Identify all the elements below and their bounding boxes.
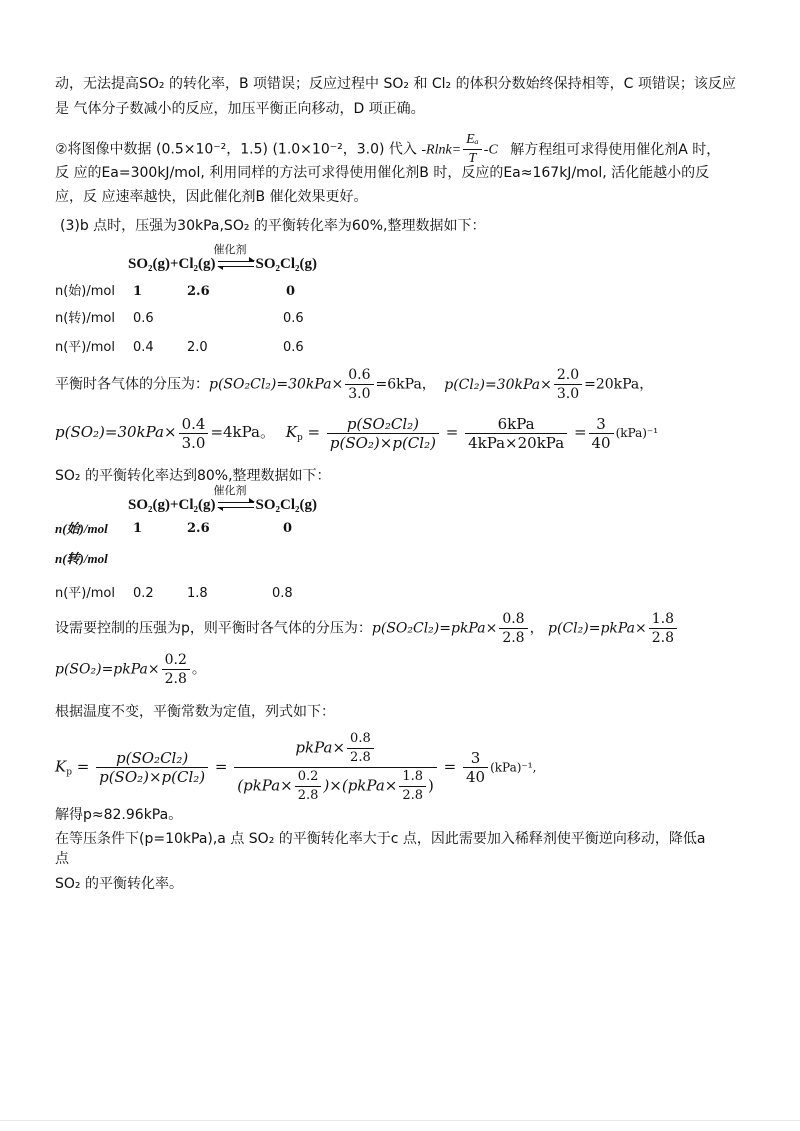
text-line: SO₂ 的平衡转化率达到80%,整理数据如下：: [55, 468, 331, 484]
formula-segment: p(Cl₂)=30kPa×: [444, 376, 552, 393]
products: SO₂Cl₂(g): [255, 497, 318, 513]
formula-segment: p(Cl₂)=pkPa×: [548, 620, 647, 637]
text-line: 点: [55, 851, 69, 867]
compound-fraction: [234, 730, 437, 805]
fraction: [499, 610, 527, 647]
fraction-numerator: Eₐ: [463, 131, 482, 150]
table-cell: 2.6: [187, 284, 210, 299]
fraction-denominator: 40: [591, 433, 611, 452]
fraction-numerator: p(SO₂Cl₂): [327, 415, 439, 434]
fraction: [295, 768, 322, 805]
text-segment: 解方程组可求得使用催化剂A 时，: [510, 141, 721, 158]
partial-pressure-line: [55, 610, 760, 647]
page-divider: [0, 1120, 800, 1121]
text-line: (3)b 点时，压强为30kPa,SO₂ 的平衡转化率为60%,整理数据如下：: [60, 218, 486, 234]
formula-segment: =20kPa，: [584, 376, 654, 393]
table-cell: 0: [283, 521, 293, 536]
unit: (kPa)⁻¹: [615, 426, 659, 440]
kp-equation: $K_p$ = $\frac{\text{p(SO₂Cl₂)}}{\text{p(SO₂)×p(Cl₂)}}$ = pkPa× $\frac{0.8}{2.8}$ (pkPa× $\frac{0.2}{2.8}$ )×(pkPa× $\frac{1.8}{2.8}$ ) = $\frac{3}{40}$ (kPa)⁻¹,: [55, 731, 537, 803]
fraction: [179, 415, 209, 452]
table-cell: 2.0: [187, 340, 208, 355]
table-cell: 1: [133, 284, 143, 299]
formula-segment: ，: [529, 620, 544, 637]
fraction: [649, 610, 677, 647]
table-row-label: n(平)/mol: [55, 586, 115, 601]
fraction: [554, 366, 582, 403]
fraction-numerator: 0.8: [499, 610, 527, 629]
fraction-denominator: 3.0: [181, 433, 206, 452]
kp-line: p(SO₂)=30kPa× $\frac{0.4}{3.0}$ =4kPa。 $K_p$ = $\frac{\text{p(SO₂Cl₂)}}{\text{p(SO₂)×p(Cl₂)}}$ = $\frac{\text{6kPa}}{\text{4kPa×20kPa}}$ = $\frac{3}{40}$ (kPa)⁻¹: [55, 414, 659, 452]
table-cell: 2.6: [187, 521, 210, 536]
reactants: SO₂(g)+Cl₂(g): [128, 256, 216, 272]
fraction-numerator: p(SO₂Cl₂): [96, 749, 208, 768]
table-cell: 0.8: [272, 586, 293, 601]
table-cell: 1: [133, 521, 143, 536]
fraction-denominator: 2.8: [651, 630, 675, 646]
fraction-numerator: 0.8: [347, 730, 374, 749]
text-line: SO₂ 的平衡转化率。: [55, 876, 183, 892]
table-cell: 0.6: [133, 311, 154, 326]
catalyst-label: 催化剂: [213, 242, 247, 256]
text-line: 在等压条件下(p=10kPa),a 点 SO₂ 的平衡转化率大于c 点，因此需要加入稀释剂使平衡逆向移动，降低a: [55, 831, 706, 847]
text-segment: 设需要控制的压强为p，则平衡时各气体的分压为：: [55, 620, 372, 637]
formula-lhs: -Rlnk=: [421, 142, 462, 158]
text-segment: ②将图像中数据 (0.5×10⁻²，1.5) (1.0×10⁻²，3.0) 代入: [55, 141, 417, 158]
kp-symbol: K: [285, 423, 298, 441]
reactants: SO₂(g)+Cl₂(g): [128, 497, 216, 513]
table-row-label: n(转)/mol: [55, 551, 108, 566]
text-line: 解得p≈82.96kPa。: [55, 807, 183, 823]
fraction-denominator: p(SO₂)×p(Cl₂): [99, 768, 206, 786]
kp-subscript: p: [297, 433, 303, 443]
fraction-numerator: 0.6: [345, 366, 373, 385]
fraction-denominator: p(SO₂)×p(Cl₂): [329, 433, 436, 452]
fraction-denominator: 3.0: [556, 386, 580, 402]
formula-segment: 。: [191, 661, 206, 678]
formula-segment: =6kPa，: [375, 376, 436, 393]
fraction: [162, 651, 190, 688]
text-line: 动，无法提高SO₂ 的转化率，B 项错误；反应过程中 SO₂ 和 Cl₂ 的体积分数始终保持相等，C 项错误；该反应: [55, 76, 736, 92]
reaction-equation: [128, 483, 318, 514]
fraction-numerator: 0.4: [179, 415, 209, 434]
equilibrium-arrow: [213, 242, 254, 272]
reaction-equation: [128, 242, 318, 273]
fraction-numerator: 0.2: [162, 651, 190, 670]
formula-segment: p(SO₂Cl₂)=30kPa×: [209, 376, 344, 393]
table-row-label: n(平)/mol: [55, 340, 115, 355]
fraction-numerator: [234, 730, 437, 768]
text-line: 反 应的Ea=300kJ/mol, 利用同样的方法可求得使用催化剂B 时，反应的Ea≈167kJ/mol, 活化能越小的反: [55, 165, 710, 181]
fraction-denominator: 4kPa×20kPa: [468, 433, 565, 452]
formula-segment: ): [428, 776, 434, 795]
formula-segment: pkPa×: [295, 738, 346, 757]
catalyst-label: 催化剂: [213, 483, 247, 497]
fraction-numerator: 3: [589, 415, 614, 434]
table-row-label: n(始)/mol: [55, 521, 108, 536]
text-line: 根据温度不变，平衡常数为定值，列式如下：: [55, 704, 335, 720]
fraction-numerator: 1.8: [649, 610, 677, 629]
fraction: [345, 366, 373, 403]
fraction-denominator: T: [468, 151, 477, 166]
formula-segment: p(SO₂Cl₂)=pkPa×: [371, 620, 498, 637]
kp-subscript: p: [66, 767, 72, 778]
fraction: [463, 749, 488, 786]
fraction-numerator: 2.0: [554, 366, 582, 385]
fraction: [399, 768, 426, 805]
formula-segment: p(SO₂)=30kPa×: [55, 423, 177, 441]
partial-pressure-line: [55, 366, 760, 403]
fraction-denominator: 2.8: [402, 788, 424, 803]
fraction-denominator: 40: [466, 768, 486, 786]
fraction-denominator: 3.0: [348, 386, 371, 402]
text-line: 应，反 应速率越快，因此催化剂B 催化效果更好。: [55, 189, 368, 205]
fraction-numerator: 0.2: [295, 768, 322, 787]
fraction-numerator: 6kPa: [465, 415, 567, 434]
table-cell: 0.6: [283, 311, 304, 326]
fraction-numerator: 3: [463, 749, 488, 768]
partial-pressure-line: [55, 651, 760, 688]
text-segment: 平衡时各气体的分压为：: [55, 376, 209, 393]
fraction: [327, 415, 439, 452]
formula-segment: p(SO₂)=pkPa×: [55, 661, 160, 678]
table-cell: 0: [286, 284, 296, 299]
fraction: [347, 730, 374, 767]
formula-segment: =4kPa。: [210, 423, 276, 441]
equilibrium-arrow: [213, 483, 254, 513]
formula-segment: (pkPa×: [237, 776, 293, 795]
fraction-numerator: 1.8: [399, 768, 426, 787]
fraction: [96, 749, 208, 786]
fraction-denominator: 2.8: [164, 671, 187, 687]
products: SO₂Cl₂(g): [255, 256, 318, 272]
unit: (kPa)⁻¹,: [490, 760, 537, 775]
fraction: [589, 415, 614, 452]
kp-symbol: K: [55, 757, 67, 776]
table-row-label: n(转)/mol: [55, 311, 115, 326]
fraction-denominator: 2.8: [502, 630, 525, 646]
formula-segment: )×(pkPa×: [323, 776, 398, 795]
fraction-denominator: 2.8: [297, 788, 319, 803]
fraction-denominator: 2.8: [350, 750, 371, 765]
formula-rhs: -C: [483, 142, 498, 158]
fraction: [465, 415, 567, 452]
table-cell: 0.4: [133, 340, 154, 355]
table-row-label: n(始)/mol: [55, 284, 115, 299]
fraction-denominator: [234, 768, 437, 805]
table-cell: 0.6: [283, 340, 304, 355]
table-cell: 1.8: [187, 586, 208, 601]
text-line: 是 气体分子数减小的反应，加压平衡正向移动，D 项正确。: [55, 101, 425, 117]
table-cell: 0.2: [133, 586, 154, 601]
